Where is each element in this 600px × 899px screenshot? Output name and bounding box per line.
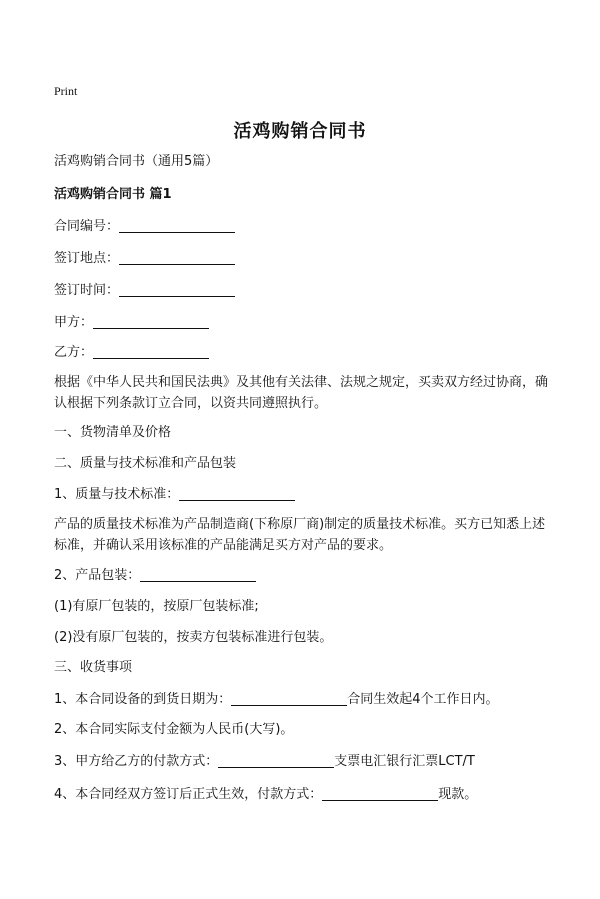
print-label: Print xyxy=(54,84,78,98)
delivery-date-blank xyxy=(231,691,347,706)
party-a-label: 甲方： xyxy=(54,315,94,330)
intro-paragraph: 根据《中华人民共和国民法典》及其他有关法律、法规之规定，买卖双方经过协商，确认根据下列条款订立合同，以资共同遵照执行。 xyxy=(54,375,549,411)
sign-place-blank xyxy=(119,250,235,265)
sign-place-field xyxy=(54,250,235,268)
receipt-item-4-text: 4、本合同经双方签订后正式生效，付款方式： xyxy=(54,787,323,802)
party-b-field xyxy=(54,344,209,362)
receipt-item-1-text: 1、本合同设备的到货日期为： xyxy=(54,692,232,707)
sign-time-label: 签订时间： xyxy=(54,283,120,298)
quality-standard-blank xyxy=(179,486,295,501)
packaging-label: 2、产品包装： xyxy=(54,568,141,583)
receipt-item-4 xyxy=(54,786,477,804)
receipt-item-2: 2、本合同实际支付金额为人民币(大写)。 xyxy=(54,722,294,737)
document-subtitle: 活鸡购销合同书（通用5篇） xyxy=(54,154,219,169)
section-two-heading: 二、质量与技术标准和产品包装 xyxy=(54,456,237,471)
receipt-item-3 xyxy=(54,753,475,771)
party-b-blank xyxy=(93,344,209,359)
party-a-blank xyxy=(93,314,209,329)
receipt-item-3-text: 3、甲方给乙方的付款方式： xyxy=(54,754,219,769)
document-title: 活鸡购销合同书 xyxy=(233,121,367,142)
party-a-field xyxy=(54,314,209,332)
payment-method-2-blank xyxy=(322,786,438,801)
quality-standard-field xyxy=(54,486,295,504)
receipt-item-3-suffix: 支票电汇银行汇票LCT/T xyxy=(334,754,475,769)
section-three-heading: 三、收货事项 xyxy=(54,660,133,675)
packaging-item-1: (1)有原厂包装的，按原厂包装标准; xyxy=(54,599,259,614)
sign-place-label: 签订地点： xyxy=(54,251,120,266)
section-one-heading: 一、货物清单及价格 xyxy=(54,425,172,440)
payment-method-blank xyxy=(218,753,334,768)
party-b-label: 乙方： xyxy=(54,345,94,360)
contract-number-label: 合同编号： xyxy=(54,219,120,234)
contract-number-blank xyxy=(119,218,235,233)
sign-time-blank xyxy=(119,282,235,297)
packaging-item-2: (2)没有原厂包装的，按卖方包装标准进行包装。 xyxy=(54,630,333,645)
section-heading: 活鸡购销合同书 篇1 xyxy=(54,187,172,202)
packaging-field xyxy=(54,567,256,585)
packaging-blank xyxy=(140,567,256,582)
sign-time-field xyxy=(54,282,235,300)
quality-paragraph: 产品的质量技术标准为产品制造商(下称原厂商)制定的质量技术标准。买方已知悉上述标准，并确认采用该标准的产品能满足买方对产品的要求。 xyxy=(54,517,546,553)
receipt-item-1-suffix: 合同生效起4个工作日内。 xyxy=(347,692,499,707)
receipt-item-4-suffix: 现款。 xyxy=(438,787,478,802)
quality-standard-label: 1、质量与技术标准： xyxy=(54,487,180,502)
receipt-item-1 xyxy=(54,691,499,709)
contract-number-field xyxy=(54,218,235,236)
